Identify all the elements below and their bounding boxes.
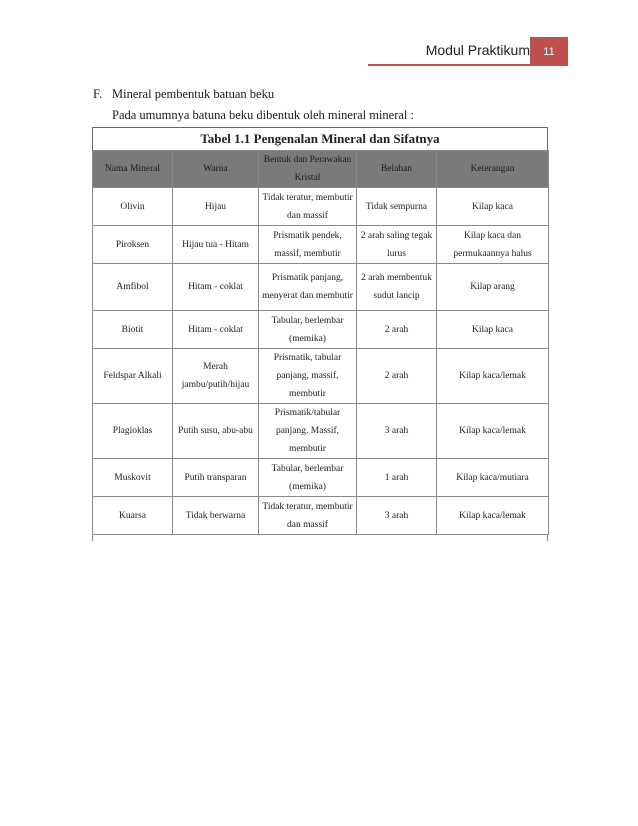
column-header: Bentuk dan Perawakan Kristal xyxy=(259,151,357,188)
column-header: Keterangan xyxy=(437,151,549,188)
mineral-table xyxy=(92,150,549,535)
table-cell: 3 arah xyxy=(357,497,437,535)
table-cell: Feldspar Alkali xyxy=(93,349,173,404)
mineral-table-container xyxy=(92,127,548,541)
table-cell: 2 arah xyxy=(357,311,437,349)
table-cell: Biotit xyxy=(93,311,173,349)
table-row xyxy=(93,264,549,311)
section-title: Mineral pembentuk batuan beku xyxy=(112,87,275,101)
table-cell: 2 arah membentuk sudut lancip xyxy=(357,264,437,311)
column-header: Nama Mineral xyxy=(93,151,173,188)
table-row xyxy=(93,459,549,497)
table-row xyxy=(93,188,549,226)
table-cell: Tabular, berlembar (memika) xyxy=(259,459,357,497)
table-cell: Tabular, berlembar (memika) xyxy=(259,311,357,349)
table-cell: Kilap kaca/lemak xyxy=(437,404,549,459)
table-cell: Prismatik pendek, massif, membutir xyxy=(259,226,357,264)
table-cell: Tidak berwarna xyxy=(173,497,259,535)
table-row xyxy=(93,311,549,349)
table-row xyxy=(93,226,549,264)
table-cell: Kilap kaca/lemak xyxy=(437,349,549,404)
table-cell: Kilap kaca dan permukaannya halus xyxy=(437,226,549,264)
intro-text: Pada umumnya batuna beku dibentuk oleh mineral mineral : xyxy=(112,108,415,122)
header-rule xyxy=(368,64,530,66)
table-cell: Kuarsa xyxy=(93,497,173,535)
column-header: Belahan xyxy=(357,151,437,188)
page-header xyxy=(0,37,638,67)
table-cell: Tidak teratur, membutir dan massif xyxy=(259,497,357,535)
table-cell: 3 arah xyxy=(357,404,437,459)
table-row xyxy=(93,497,549,535)
table-cell: Olivin xyxy=(93,188,173,226)
table-cell: Hijau tua - Hitam xyxy=(173,226,259,264)
table-cell: 1 arah xyxy=(357,459,437,497)
table-cell: Hitam - coklat xyxy=(173,311,259,349)
table-cell: 2 arah saling tegak lurus xyxy=(357,226,437,264)
column-header: Warna xyxy=(173,151,259,188)
table-cell: Plagioklas xyxy=(93,404,173,459)
table-cell: Hitam - coklat xyxy=(173,264,259,311)
table-cell: 2 arah xyxy=(357,349,437,404)
table-cell: Prismatik/tabular panjang. Massif, membutir xyxy=(259,404,357,459)
table-bottom-rule xyxy=(92,535,548,541)
page-number: 11 xyxy=(530,37,568,66)
table-cell: Putih transparan xyxy=(173,459,259,497)
table-cell: Kilap kaca/mutiara xyxy=(437,459,549,497)
header-title: Modul Praktikum xyxy=(425,42,530,58)
table-cell: Muskovit xyxy=(93,459,173,497)
table-row xyxy=(93,349,549,404)
table-cell: Tidak teratur, membutir dan massif xyxy=(259,188,357,226)
table-cell: Prismatik, tabular panjang, massif, membutir xyxy=(259,349,357,404)
table-header-row xyxy=(93,151,549,188)
table-cell: Kilap kaca/lemak xyxy=(437,497,549,535)
table-caption: Tabel 1.1 Pengenalan Mineral dan Sifatnya xyxy=(92,127,548,150)
table-row xyxy=(93,404,549,459)
table-cell: Prismatik panjang, menyerat dan membutir xyxy=(259,264,357,311)
section-number: F. xyxy=(93,87,103,101)
table-cell: Tidak sempurna xyxy=(357,188,437,226)
table-cell: Kilap arang xyxy=(437,264,549,311)
table-cell: Hijau xyxy=(173,188,259,226)
table-cell: Kilap kaca xyxy=(437,311,549,349)
table-cell: Amfibol xyxy=(93,264,173,311)
table-cell: Piroksen xyxy=(93,226,173,264)
table-cell: Putih susu, abu-abu xyxy=(173,404,259,459)
table-cell: Merah jambu/putih/hijau xyxy=(173,349,259,404)
table-cell: Kilap kaca xyxy=(437,188,549,226)
section-heading xyxy=(93,87,274,102)
